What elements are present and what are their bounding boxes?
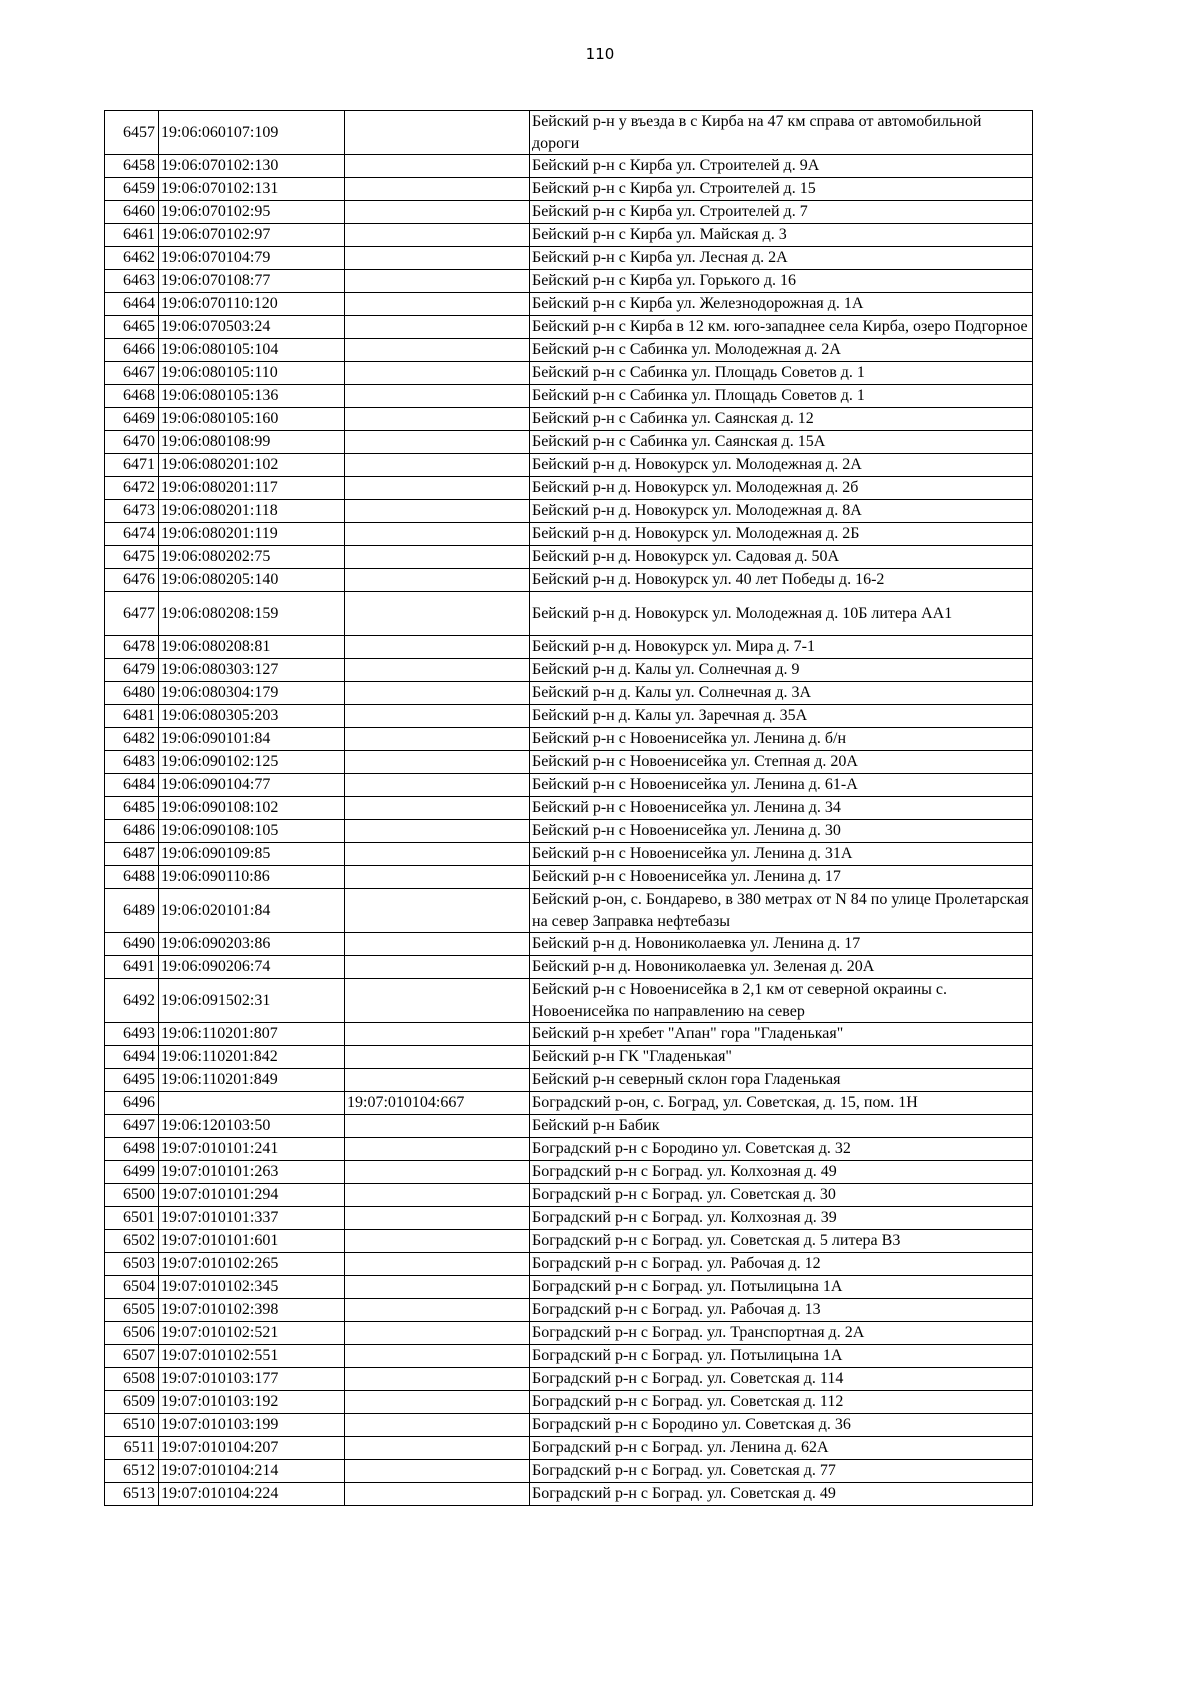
table-row: [105, 293, 1033, 316]
row-number: 6507: [105, 1345, 159, 1368]
cadastral-number-alt: [345, 774, 530, 797]
cadastral-number: 19:06:090104:77: [159, 774, 345, 797]
table-row: [105, 1092, 1033, 1115]
row-number: 6479: [105, 659, 159, 682]
row-number: 6488: [105, 866, 159, 889]
cadastral-number-alt: [345, 1161, 530, 1184]
cadastral-number-alt: [345, 1253, 530, 1276]
cadastral-number: 19:07:010104:214: [159, 1460, 345, 1483]
row-number: 6489: [105, 889, 159, 933]
row-number: 6500: [105, 1184, 159, 1207]
row-number: 6487: [105, 843, 159, 866]
cadastral-number-alt: [345, 728, 530, 751]
cadastral-number: 19:07:010102:398: [159, 1299, 345, 1322]
address-cell: Бейский р-н с Кирба ул. Лесная д. 2А: [530, 247, 1033, 270]
cadastral-number: 19:06:090110:86: [159, 866, 345, 889]
row-number: 6476: [105, 569, 159, 592]
table-row: [105, 1023, 1033, 1046]
cadastral-number-alt: [345, 797, 530, 820]
address-cell: Бейский р-н д. Калы ул. Солнечная д. 3А: [530, 682, 1033, 705]
table-row: [105, 774, 1033, 797]
cadastral-number: 19:06:080201:117: [159, 477, 345, 500]
address-cell: Бейский р-н д. Новониколаевка ул. Зеленая д. 20А: [530, 956, 1033, 979]
cadastral-number: 19:06:080304:179: [159, 682, 345, 705]
row-number: 6503: [105, 1253, 159, 1276]
address-cell: Бейский р-н д. Новокурск ул. Молодежная д. 10Б литера АА1: [530, 592, 1033, 636]
row-number: 6509: [105, 1391, 159, 1414]
cadastral-number-alt: [345, 1414, 530, 1437]
cadastral-number-alt: [345, 1276, 530, 1299]
table-row: [105, 592, 1033, 636]
table-row: [105, 477, 1033, 500]
cadastral-number-alt: [345, 178, 530, 201]
cadastral-number: 19:06:080305:203: [159, 705, 345, 728]
row-number: 6458: [105, 155, 159, 178]
address-cell: Бейский р-н д. Новониколаевка ул. Ленина д. 17: [530, 933, 1033, 956]
cadastral-number-alt: [345, 477, 530, 500]
cadastral-number: 19:06:110201:807: [159, 1023, 345, 1046]
cadastral-number: 19:06:080303:127: [159, 659, 345, 682]
table-row: [105, 454, 1033, 477]
address-cell: Бейский р-н с Новоенисейка ул. Ленина д. 31А: [530, 843, 1033, 866]
table-row: [105, 111, 1033, 155]
address-cell: Бейский р-н с Новоенисейка ул. Ленина д. 61-А: [530, 774, 1033, 797]
cadastral-number-alt: [345, 1230, 530, 1253]
table-row: [105, 705, 1033, 728]
cadastral-number: 19:06:110201:849: [159, 1069, 345, 1092]
row-number: 6486: [105, 820, 159, 843]
table-row: [105, 1138, 1033, 1161]
row-number: 6498: [105, 1138, 159, 1161]
table-row: [105, 224, 1033, 247]
cadastral-number-alt: [345, 682, 530, 705]
table-row: [105, 1299, 1033, 1322]
row-number: 6469: [105, 408, 159, 431]
table-row: [105, 339, 1033, 362]
row-number: 6511: [105, 1437, 159, 1460]
row-number: 6482: [105, 728, 159, 751]
cadastral-number-alt: [345, 592, 530, 636]
cadastral-number-alt: [345, 1391, 530, 1414]
address-cell: Бейский р-н с Сабинка ул. Площадь Советов д. 1: [530, 362, 1033, 385]
row-number: 6496: [105, 1092, 159, 1115]
row-number: 6508: [105, 1368, 159, 1391]
address-cell: Боградский р-н с Боград. ул. Ленина д. 62А: [530, 1437, 1033, 1460]
cadastral-number-alt: [345, 1299, 530, 1322]
cadastral-number: 19:06:080205:140: [159, 569, 345, 592]
table-row: [105, 1368, 1033, 1391]
table-row: [105, 636, 1033, 659]
address-cell: Бейский р-н с Новоенисейка ул. Ленина д. 34: [530, 797, 1033, 820]
registry-table: [104, 110, 1033, 1506]
cadastral-number: 19:07:010103:177: [159, 1368, 345, 1391]
cadastral-number: 19:06:070102:131: [159, 178, 345, 201]
table-row: [105, 659, 1033, 682]
row-number: 6506: [105, 1322, 159, 1345]
address-cell: Бейский р-н северный склон гора Гладенькая: [530, 1069, 1033, 1092]
address-cell: Бейский р-н хребет "Апан" гора "Гладенькая": [530, 1023, 1033, 1046]
row-number: 6471: [105, 454, 159, 477]
table-row: [105, 270, 1033, 293]
row-number: 6474: [105, 523, 159, 546]
row-number: 6462: [105, 247, 159, 270]
address-cell: Бейский р-н с Сабинка ул. Молодежная д. 2А: [530, 339, 1033, 362]
address-cell: Бейский р-н с Сабинка ул. Саянская д. 15А: [530, 431, 1033, 454]
address-cell: Бейский р-н Бабик: [530, 1115, 1033, 1138]
row-number: 6497: [105, 1115, 159, 1138]
row-number: 6464: [105, 293, 159, 316]
address-cell: Боградский р-он, с. Боград, ул. Советская, д. 15, пом. 1Н: [530, 1092, 1033, 1115]
cadastral-number-alt: [345, 316, 530, 339]
table-row: [105, 820, 1033, 843]
row-number: 6467: [105, 362, 159, 385]
cadastral-number-alt: [345, 1345, 530, 1368]
address-cell: Бейский р-н д. Новокурск ул. Молодежная д. 2б: [530, 477, 1033, 500]
cadastral-number: 19:07:010104:207: [159, 1437, 345, 1460]
table-row: [105, 751, 1033, 774]
table-row: [105, 1115, 1033, 1138]
table-row: [105, 866, 1033, 889]
address-cell: Боградский р-н с Бородино ул. Советская д. 32: [530, 1138, 1033, 1161]
address-cell: Боградский р-н с Бородино ул. Советская д. 36: [530, 1414, 1033, 1437]
table-row: [105, 1253, 1033, 1276]
cadastral-number: 19:07:010102:265: [159, 1253, 345, 1276]
row-number: 6472: [105, 477, 159, 500]
address-cell: Бейский р-он, с. Бондарево, в 380 метрах от N 84 по улице Пролетарская на север Заправка нефтебазы: [530, 889, 1033, 933]
table-row: [105, 523, 1033, 546]
cadastral-number-alt: [345, 1368, 530, 1391]
cadastral-number-alt: 19:07:010104:667: [345, 1092, 530, 1115]
page-number: 110: [585, 45, 615, 63]
cadastral-number-alt: [345, 569, 530, 592]
cadastral-number-alt: [345, 1069, 530, 1092]
row-number: 6473: [105, 500, 159, 523]
address-cell: Боградский р-н с Боград. ул. Советская д. 30: [530, 1184, 1033, 1207]
table-row: [105, 178, 1033, 201]
cadastral-number-alt: [345, 1207, 530, 1230]
cadastral-number: 19:06:120103:50: [159, 1115, 345, 1138]
row-number: 6463: [105, 270, 159, 293]
cadastral-number: 19:06:090206:74: [159, 956, 345, 979]
address-cell: Боградский р-н с Боград. ул. Рабочая д. 13: [530, 1299, 1033, 1322]
table-row: [105, 247, 1033, 270]
row-number: 6484: [105, 774, 159, 797]
cadastral-number: 19:06:080201:118: [159, 500, 345, 523]
cadastral-number: 19:06:090102:125: [159, 751, 345, 774]
cadastral-number: 19:06:080108:99: [159, 431, 345, 454]
address-cell: Бейский р-н ГК "Гладенькая": [530, 1046, 1033, 1069]
address-cell: Бейский р-н д. Новокурск ул. Садовая д. 50А: [530, 546, 1033, 569]
table-row: [105, 1069, 1033, 1092]
row-number: 6477: [105, 592, 159, 636]
cadastral-number: 19:06:091502:31: [159, 979, 345, 1023]
cadastral-number: 19:07:010102:551: [159, 1345, 345, 1368]
row-number: 6492: [105, 979, 159, 1023]
cadastral-number: 19:07:010104:224: [159, 1483, 345, 1506]
table-row: [105, 889, 1033, 933]
cadastral-number: 19:06:070102:97: [159, 224, 345, 247]
table-row: [105, 316, 1033, 339]
address-cell: Бейский р-н д. Калы ул. Заречная д. 35А: [530, 705, 1033, 728]
row-number: 6513: [105, 1483, 159, 1506]
address-cell: Бейский р-н д. Новокурск ул. Молодежная д. 2А: [530, 454, 1033, 477]
cadastral-number: 19:06:090203:86: [159, 933, 345, 956]
address-cell: Бейский р-н с Кирба ул. Строителей д. 9А: [530, 155, 1033, 178]
row-number: 6493: [105, 1023, 159, 1046]
cadastral-number-alt: [345, 1115, 530, 1138]
cadastral-number-alt: [345, 523, 530, 546]
table-row: [105, 682, 1033, 705]
cadastral-number-alt: [345, 500, 530, 523]
address-cell: Бейский р-н с Новоенисейка в 2,1 км от северной окраины с. Новоенисейка по направлению на север: [530, 979, 1033, 1023]
table-row: [105, 728, 1033, 751]
table-row: [105, 155, 1033, 178]
registry-table-body: [105, 111, 1033, 1506]
cadastral-number-alt: [345, 431, 530, 454]
row-number: 6460: [105, 201, 159, 224]
row-number: 6494: [105, 1046, 159, 1069]
cadastral-number: 19:06:090108:105: [159, 820, 345, 843]
table-row: [105, 431, 1033, 454]
address-cell: Боградский р-н с Боград. ул. Рабочая д. 12: [530, 1253, 1033, 1276]
cadastral-number: 19:06:080105:110: [159, 362, 345, 385]
cadastral-number: 19:06:080105:104: [159, 339, 345, 362]
table-row: [105, 1460, 1033, 1483]
row-number: 6481: [105, 705, 159, 728]
row-number: 6461: [105, 224, 159, 247]
cadastral-number: 19:06:090108:102: [159, 797, 345, 820]
cadastral-number-alt: [345, 1184, 530, 1207]
address-cell: Боградский р-н с Боград. ул. Советская д. 49: [530, 1483, 1033, 1506]
table-row: [105, 843, 1033, 866]
cadastral-number: 19:07:010102:345: [159, 1276, 345, 1299]
table-row: [105, 1345, 1033, 1368]
table-row: [105, 1391, 1033, 1414]
address-cell: Бейский р-н д. Новокурск ул. Молодежная д. 8А: [530, 500, 1033, 523]
row-number: 6478: [105, 636, 159, 659]
cadastral-number: 19:06:080105:136: [159, 385, 345, 408]
address-cell: Бейский р-н с Новоенисейка ул. Ленина д. б/н: [530, 728, 1033, 751]
cadastral-number: 19:07:010101:241: [159, 1138, 345, 1161]
cadastral-number-alt: [345, 362, 530, 385]
address-cell: Боградский р-н с Боград. ул. Транспортная д. 2А: [530, 1322, 1033, 1345]
cadastral-number-alt: [345, 956, 530, 979]
row-number: 6512: [105, 1460, 159, 1483]
cadastral-number: 19:07:010103:192: [159, 1391, 345, 1414]
cadastral-number: 19:06:080201:119: [159, 523, 345, 546]
address-cell: Боградский р-н с Боград. ул. Советская д. 77: [530, 1460, 1033, 1483]
cadastral-number: 19:06:070104:79: [159, 247, 345, 270]
table-row: [105, 1414, 1033, 1437]
table-row: [105, 956, 1033, 979]
cadastral-number-alt: [345, 454, 530, 477]
cadastral-number: 19:06:080202:75: [159, 546, 345, 569]
cadastral-number: 19:06:070102:130: [159, 155, 345, 178]
cadastral-number-alt: [345, 546, 530, 569]
row-number: 6490: [105, 933, 159, 956]
row-number: 6475: [105, 546, 159, 569]
table-row: [105, 933, 1033, 956]
cadastral-number: 19:06:020101:84: [159, 889, 345, 933]
cadastral-number: 19:06:080208:159: [159, 592, 345, 636]
table-row: [105, 1483, 1033, 1506]
cadastral-number-alt: [345, 933, 530, 956]
cadastral-number-alt: [345, 385, 530, 408]
row-number: 6457: [105, 111, 159, 155]
cadastral-number-alt: [345, 636, 530, 659]
table-row: [105, 385, 1033, 408]
address-cell: Бейский р-н с Сабинка ул. Площадь Советов д. 1: [530, 385, 1033, 408]
cadastral-number-alt: [345, 408, 530, 431]
cadastral-number-alt: [345, 1046, 530, 1069]
address-cell: Бейский р-н с Кирба ул. Строителей д. 15: [530, 178, 1033, 201]
table-row: [105, 1437, 1033, 1460]
row-number: 6470: [105, 431, 159, 454]
cadastral-number: 19:07:010101:337: [159, 1207, 345, 1230]
cadastral-number-alt: [345, 224, 530, 247]
cadastral-number-alt: [345, 820, 530, 843]
address-cell: Бейский р-н с Кирба в 12 км. юго-западнее села Кирба, озеро Подгорное: [530, 316, 1033, 339]
address-cell: Бейский р-н д. Новокурск ул. Молодежная д. 2Б: [530, 523, 1033, 546]
table-row: [105, 569, 1033, 592]
address-cell: Бейский р-н с Кирба ул. Майская д. 3: [530, 224, 1033, 247]
cadastral-number: 19:06:110201:842: [159, 1046, 345, 1069]
table-row: [105, 1276, 1033, 1299]
address-cell: Бейский р-н д. Новокурск ул. Мира д. 7-1: [530, 636, 1033, 659]
cadastral-number-alt: [345, 1437, 530, 1460]
table-row: [105, 797, 1033, 820]
cadastral-number: 19:06:080201:102: [159, 454, 345, 477]
table-row: [105, 1322, 1033, 1345]
table-row: [105, 546, 1033, 569]
cadastral-number: 19:06:070108:77: [159, 270, 345, 293]
cadastral-number: 19:06:070503:24: [159, 316, 345, 339]
address-cell: Боградский р-н с Боград. ул. Колхозная д. 39: [530, 1207, 1033, 1230]
address-cell: Боградский р-н с Боград. ул. Потылицына 1А: [530, 1276, 1033, 1299]
cadastral-number-alt: [345, 979, 530, 1023]
cadastral-number-alt: [345, 155, 530, 178]
address-cell: Бейский р-н с Новоенисейка ул. Ленина д. 17: [530, 866, 1033, 889]
address-cell: Бейский р-н с Кирба ул. Строителей д. 7: [530, 201, 1033, 224]
cadastral-number: 19:06:090109:85: [159, 843, 345, 866]
address-cell: Боградский р-н с Боград. ул. Советская д. 114: [530, 1368, 1033, 1391]
address-cell: Бейский р-н д. Новокурск ул. 40 лет Победы д. 16-2: [530, 569, 1033, 592]
table-row: [105, 362, 1033, 385]
row-number: 6495: [105, 1069, 159, 1092]
row-number: 6510: [105, 1414, 159, 1437]
address-cell: Боградский р-н с Боград. ул. Советская д. 5 литера В3: [530, 1230, 1033, 1253]
cadastral-number-alt: [345, 270, 530, 293]
cadastral-number-alt: [345, 247, 530, 270]
row-number: 6466: [105, 339, 159, 362]
cadastral-number-alt: [345, 111, 530, 155]
address-cell: Бейский р-н с Новоенисейка ул. Ленина д. 30: [530, 820, 1033, 843]
address-cell: Боградский р-н с Боград. ул. Колхозная д. 49: [530, 1161, 1033, 1184]
cadastral-number: 19:07:010101:601: [159, 1230, 345, 1253]
cadastral-number-alt: [345, 1322, 530, 1345]
table-row: [105, 1161, 1033, 1184]
table-row: [105, 201, 1033, 224]
cadastral-number: [159, 1092, 345, 1115]
row-number: 6502: [105, 1230, 159, 1253]
row-number: 6499: [105, 1161, 159, 1184]
cadastral-number-alt: [345, 201, 530, 224]
cadastral-number: 19:06:080105:160: [159, 408, 345, 431]
cadastral-number-alt: [345, 1483, 530, 1506]
address-cell: Бейский р-н с Сабинка ул. Саянская д. 12: [530, 408, 1033, 431]
cadastral-number: 19:06:070110:120: [159, 293, 345, 316]
cadastral-number: 19:07:010102:521: [159, 1322, 345, 1345]
cadastral-number-alt: [345, 866, 530, 889]
cadastral-number-alt: [345, 1138, 530, 1161]
row-number: 6465: [105, 316, 159, 339]
row-number: 6459: [105, 178, 159, 201]
cadastral-number-alt: [345, 1023, 530, 1046]
address-cell: Бейский р-н с Кирба ул. Горького д. 16: [530, 270, 1033, 293]
address-cell: Бейский р-н с Кирба ул. Железнодорожная д. 1А: [530, 293, 1033, 316]
row-number: 6505: [105, 1299, 159, 1322]
cadastral-number: 19:07:010101:263: [159, 1161, 345, 1184]
cadastral-number: 19:06:080208:81: [159, 636, 345, 659]
row-number: 6480: [105, 682, 159, 705]
cadastral-number: 19:06:090101:84: [159, 728, 345, 751]
table-row: [105, 1184, 1033, 1207]
cadastral-number-alt: [345, 751, 530, 774]
cadastral-number-alt: [345, 339, 530, 362]
row-number: 6504: [105, 1276, 159, 1299]
row-number: 6483: [105, 751, 159, 774]
table-row: [105, 1046, 1033, 1069]
table-row: [105, 500, 1033, 523]
row-number: 6501: [105, 1207, 159, 1230]
cadastral-number-alt: [345, 293, 530, 316]
cadastral-number-alt: [345, 889, 530, 933]
cadastral-number: 19:07:010103:199: [159, 1414, 345, 1437]
address-cell: Бейский р-н у въезда в с Кирба на 47 км справа от автомобильной дороги: [530, 111, 1033, 155]
table-row: [105, 1207, 1033, 1230]
table-row: [105, 408, 1033, 431]
address-cell: Боградский р-н с Боград. ул. Советская д. 112: [530, 1391, 1033, 1414]
address-cell: Боградский р-н с Боград. ул. Потылицына 1А: [530, 1345, 1033, 1368]
cadastral-number: 19:06:060107:109: [159, 111, 345, 155]
cadastral-number-alt: [345, 843, 530, 866]
cadastral-number-alt: [345, 659, 530, 682]
table-row: [105, 979, 1033, 1023]
address-cell: Бейский р-н с Новоенисейка ул. Степная д. 20А: [530, 751, 1033, 774]
cadastral-number: 19:07:010101:294: [159, 1184, 345, 1207]
cadastral-number: 19:06:070102:95: [159, 201, 345, 224]
table-row: [105, 1230, 1033, 1253]
cadastral-number-alt: [345, 1460, 530, 1483]
row-number: 6485: [105, 797, 159, 820]
cadastral-number-alt: [345, 705, 530, 728]
row-number: 6491: [105, 956, 159, 979]
address-cell: Бейский р-н д. Калы ул. Солнечная д. 9: [530, 659, 1033, 682]
row-number: 6468: [105, 385, 159, 408]
